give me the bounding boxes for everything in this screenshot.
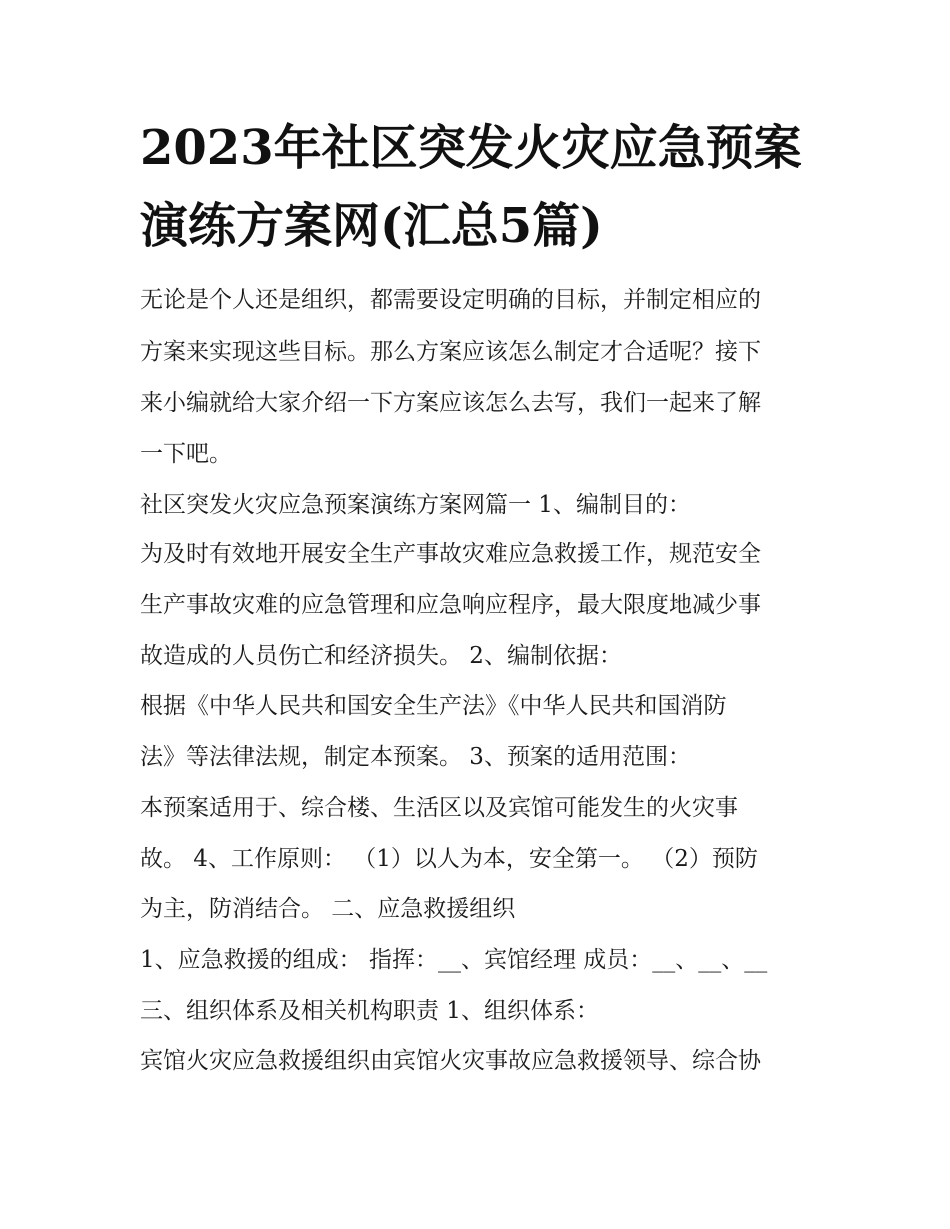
body-line-8: 故造成的人员伤亡和经济损失。 2、编制依据： — [140, 643, 622, 669]
body-line-10: 法》等法律法规，制定本预案。 3、预案的适用范围： — [140, 744, 691, 770]
body-line-15: 三、组织体系及相关机构职责 1、组织体系： — [140, 998, 599, 1024]
body-line-14: 1、应急救援的组成： 指挥：__、宾馆经理 成员：__、__、__ — [140, 947, 768, 973]
body-line-9: 根据《中华人民共和国安全生产法》《中华人民共和国消防 — [140, 693, 727, 719]
body-line-11: 本预案适用于、综合楼、生活区以及宾馆可能发生的火灾事 — [140, 795, 738, 821]
document-title-line-2: 演练方案网(汇总5篇) — [140, 198, 603, 254]
body-line-2: 方案来实现这些目标。那么方案应该怎么制定才合适呢？接下 — [140, 339, 761, 365]
body-line-7: 生产事故灾难的应急管理和应急响应程序，最大限度地减少事 — [140, 592, 761, 618]
body-line-4: 一下吧。 — [140, 441, 232, 467]
body-line-12: 故。 4、工作原则： （1）以人为本，安全第一。 （2）预防 — [140, 846, 758, 872]
document-title-line-1: 2023年社区突发火灾应急预案 — [140, 120, 802, 176]
body-line-5: 社区突发火灾应急预案演练方案网篇一 1、编制目的： — [140, 492, 691, 518]
body-line-3: 来小编就给大家介绍一下方案应该怎么去写，我们一起来了解 — [140, 390, 761, 416]
body-line-1: 无论是个人还是组织，都需要设定明确的目标，并制定相应的 — [140, 287, 761, 313]
body-line-6: 为及时有效地开展安全生产事故灾难应急救援工作，规范安全 — [140, 541, 761, 567]
body-line-16: 宾馆火灾应急救援组织由宾馆火灾事故应急救援领导、综合协 — [140, 1048, 761, 1074]
body-line-13: 为主，防消结合。 二、应急救援组织 — [140, 896, 516, 922]
